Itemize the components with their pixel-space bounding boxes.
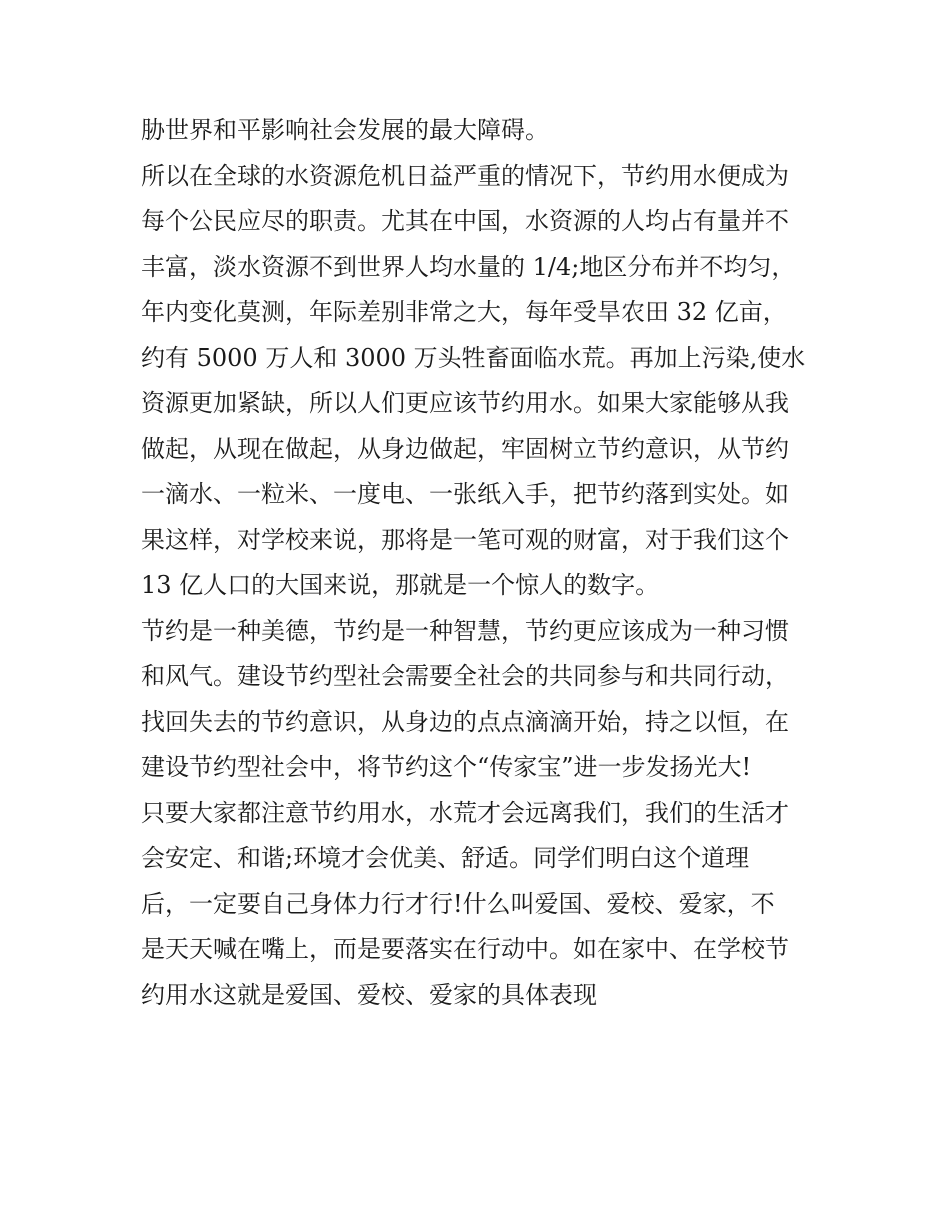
text-line: 资源更加紧缺，所以人们更应该节约用水。如果大家能够从我 <box>141 389 789 417</box>
text-line: 所以在全球的水资源危机日益严重的情况下，节约用水便成为 <box>141 161 789 190</box>
text-line: 胁世界和平影响社会发展的最大障碍。 <box>141 116 549 144</box>
text-line: 和风气。建设节约型社会需要全社会的共同参与和共同行动， <box>141 662 789 690</box>
text-line: 只要大家都注意节约用水，水荒才会远离我们，我们的生活才 <box>141 798 789 827</box>
text-line: 约有 5000 万人和 3000 万头牲畜面临水荒。再加上污染,使水 <box>141 343 806 372</box>
text-line: 13 亿人口的大国来说，那就是一个惊人的数字。 <box>141 571 660 599</box>
text-line: 会安定、和谐;环境才会优美、舒适。同学们明白这个道理 <box>141 844 750 872</box>
text-line: 丰富，淡水资源不到世界人均水量的 1/4;地区分布并不均匀， <box>141 252 796 281</box>
text-line: 约用水这就是爱国、爱校、爱家的具体表现 <box>141 980 597 1009</box>
text-line: 年内变化莫测，年际差别非常之大，每年受旱农田 32 亿亩， <box>141 298 787 326</box>
text-line: 节约是一种美德，节约是一种智慧，节约更应该成为一种习惯 <box>141 616 789 645</box>
text-line: 找回失去的节约意识，从身边的点点滴滴开始，持之以恒，在 <box>141 707 789 736</box>
text-line: 做起，从现在做起，从身边做起，牢固树立节约意识，从节约 <box>141 434 789 463</box>
text-line: 一滴水、一粒米、一度电、一张纸入手，把节约落到实处。如 <box>141 480 789 508</box>
text-line: 后，一定要自己身体力行才行!什么叫爱国、爱校、爱家，不 <box>141 889 775 918</box>
text-line: 是天天喊在嘴上，而是要落实在行动中。如在家中、在学校节 <box>141 935 789 963</box>
text-line: 每个公民应尽的职责。尤其在中国，水资源的人均占有量并不 <box>141 207 789 235</box>
text-line: 果这样，对学校来说，那将是一笔可观的财富，对于我们这个 <box>141 525 789 554</box>
text-line: 建设节约型社会中，将节约这个“传家宝”进一步发扬光大! <box>141 753 752 781</box>
body-text <box>141 108 821 1018</box>
